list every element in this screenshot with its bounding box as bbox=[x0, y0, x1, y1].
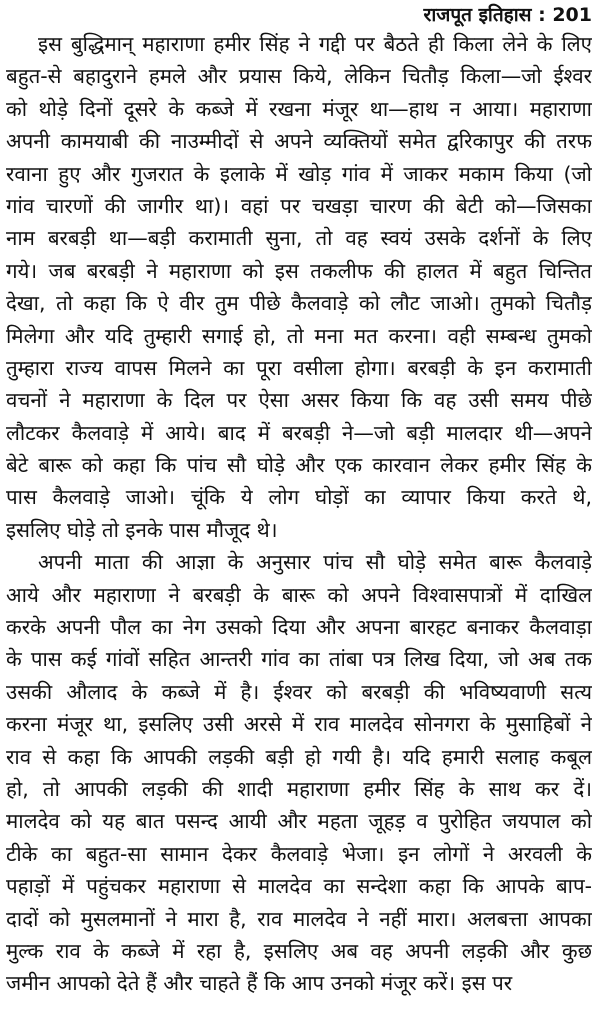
text-line: गांव चारणों की जागीर था)। वहां पर चखड़ा चारण की बेटी को—जिसका bbox=[6, 193, 592, 218]
text-line: करना मंजूर था, इसलिए उसी अरसे में राव मालदेव सोनगरा के मुसाहिबों ने bbox=[6, 712, 592, 737]
text-line: जमीन आपको देते हैं और चाहते हैं कि आप उनको मंजूर करें। इस पर bbox=[6, 971, 513, 996]
text-line: इसलिए घोड़े तो इनके पास मौजूद थे। bbox=[6, 517, 278, 542]
paragraph-1 bbox=[6, 28, 592, 546]
text-line: को थोड़े दिनों दूसरे के कब्जे में रखना मंजूर था—हाथ न आया। महाराणा bbox=[6, 96, 592, 121]
text-line: इस बुद्धिमान् महाराणा हमीर सिंह ने गद्दी पर बैठते ही किला लेने के लिए bbox=[38, 32, 592, 56]
text-line: करके अपनी पौल का नेग उसको दिया और अपना बारहट बनाकर कैलवाड़ा bbox=[6, 615, 592, 640]
text-line: नाम बरबड़ी था—बड़ी करामाती सुना, तो वह स्वयं उसके दर्शनों के लिए bbox=[6, 226, 592, 251]
text-line: अपनी माता की आज्ञा के अनुसार पांच सौ घोड़े समेत बारू कैलवाड़े bbox=[38, 550, 592, 575]
text-line: रवाना हुए और गुजरात के इलाके में खोड़ गांव में जाकर मकाम किया (जो bbox=[6, 161, 592, 186]
running-header: राजपूत इतिहास : 201 bbox=[423, 4, 592, 26]
text-line: पहाड़ों में पहुंचकर महाराणा से मालदेव का सन्देशा कहा कि आपके बाप- bbox=[6, 874, 592, 899]
text-line: बहुत-से बहादुराने हमले और प्रयास किये, लेकिन चितौड़ किला—जो ईश्वर bbox=[6, 64, 592, 89]
text-line: दादों को मुसलमानों ने मारा है, राव मालदेव ने नहीं मारा। अलबत्ता आपका bbox=[6, 906, 592, 931]
text-line: लौटकर कैलवाड़े में आये। बाद में बरबड़ी ने—जो बड़ी मालदार थी—अपने bbox=[6, 420, 592, 445]
text-line: अपनी कामयाबी की नाउम्मीदों से अपने व्यक्तियों समेत द्वरिकापुर की तरफ bbox=[6, 129, 592, 154]
text-line: राव से कहा कि आपकी लड़की बड़ी हो गयी है। यदि हमारी सलाह कबूल bbox=[6, 744, 592, 769]
text-line: उसकी औलाद के कब्जे में है। ईश्वर को बरबड़ी की भविष्यवाणी सत्य bbox=[6, 679, 592, 704]
text-line: मुल्क राव के कब्जे में रहा है, इसलिए अब वह अपनी लड़की और कुछ bbox=[6, 938, 592, 963]
text-line: बेटे बारू को कहा कि पांच सौ घोड़े और एक कारवान लेकर हमीर सिंह के bbox=[6, 453, 592, 478]
text-line: वचनों ने महाराणा के दिल पर ऐसा असर किया कि वह उसी समय पीछे bbox=[6, 388, 592, 413]
text-line: हो, तो आपकी लड़की की शादी महाराणा हमीर सिंह के साथ कर दें। bbox=[6, 776, 592, 801]
text-line: के पास कई गांवों सहित आन्तरी गांव का तांबा पत्र लिख दिया, जो अब तक bbox=[6, 647, 592, 672]
page-body bbox=[6, 28, 592, 1000]
text-line: देखा, तो कहा कि ऐ वीर तुम पीछे कैलवाड़े को लौट जाओ। तुमको चितौड़ bbox=[6, 291, 592, 316]
text-line: मिलेगा और यदि तुम्हारी सगाई हो, तो मना मत करना। वही सम्बन्ध तुमको bbox=[6, 323, 592, 348]
text-line: आये और महाराणा ने बरबड़ी के बारू को अपने विश्वासपात्रों में दाखिल bbox=[6, 582, 592, 607]
text-line: गये। जब बरबड़ी ने महाराणा को इस तकलीफ की हालत में बहुत चिन्तित bbox=[6, 258, 592, 283]
text-line: पास कैलवाड़े जाओ। चूंकि ये लोग घोड़ों का व्यापार किया करते थे, bbox=[6, 485, 592, 510]
text-line: टीके का बहुत-सा सामान देकर कैलवाड़े भेजा। इन लोगों ने अरवली के bbox=[6, 841, 592, 866]
text-line: तुम्हारा राज्य वापस मिलने का पूरा वसीला होगा। बरबड़ी के इन करामाती bbox=[6, 355, 592, 380]
paragraph-2 bbox=[6, 546, 592, 999]
text-line: मालदेव को यह बात पसन्द आयी और महता जूहड़ व पुरोहित जयपाल को bbox=[6, 809, 592, 834]
